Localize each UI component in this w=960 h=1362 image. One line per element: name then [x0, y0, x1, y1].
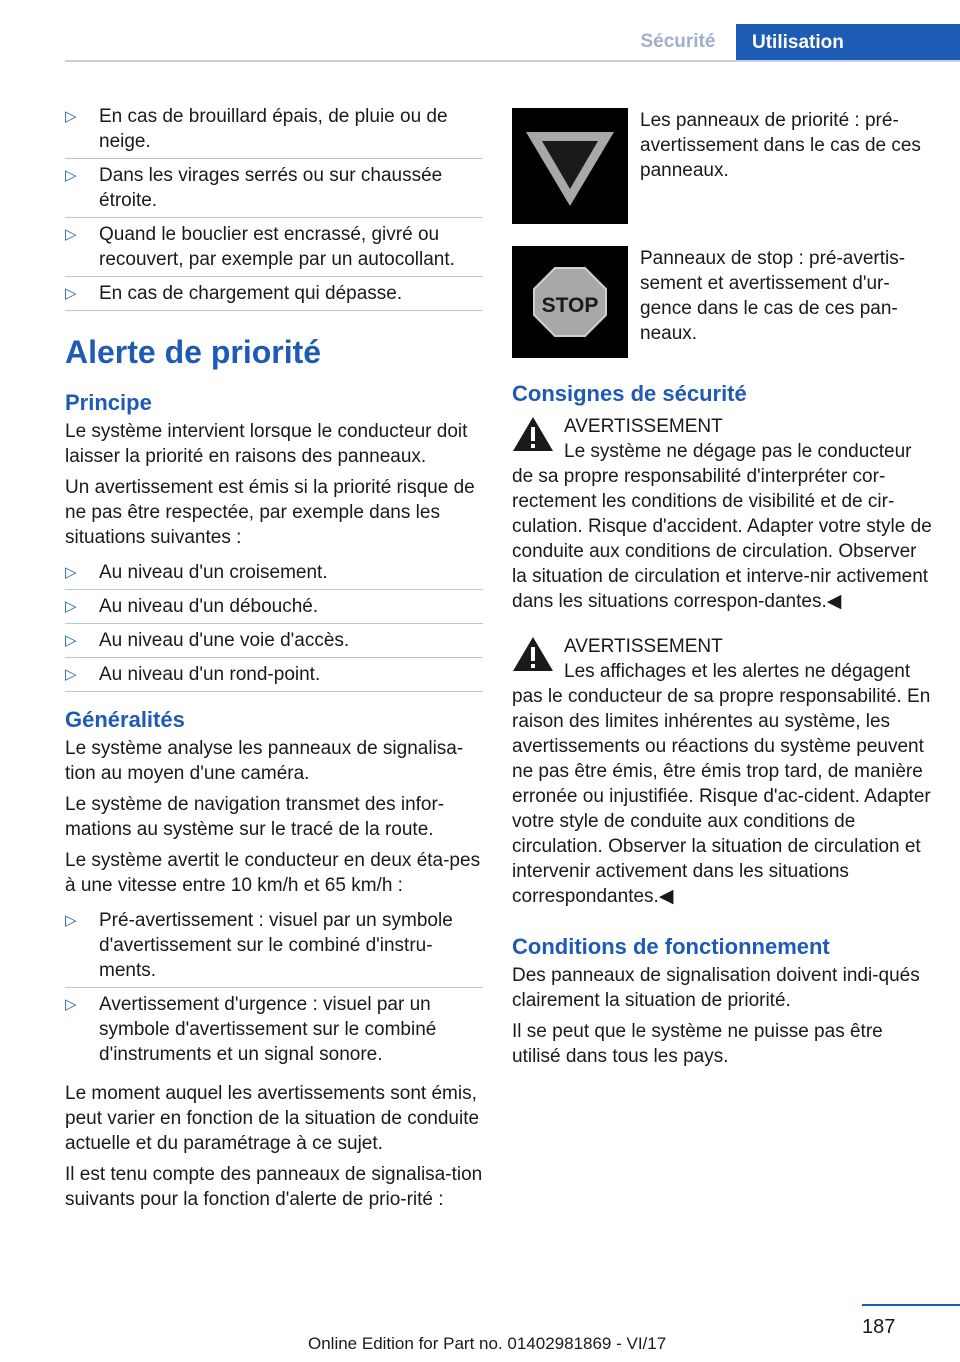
warning-title: AVERTISSEMENT	[564, 416, 723, 437]
header-tab-securite[interactable]: Sécurité	[640, 31, 716, 52]
subsection-title-conditions: Conditions de fonctionnement	[512, 934, 830, 959]
paragraph: Le système de navigation transmet des infor-mations au système sur le tracé de la route.	[65, 794, 445, 840]
list-item: ▷ Dans les virages serrés ou sur chaussée étroite.	[65, 159, 483, 218]
paragraph: Le système intervient lorsque le conducteur doit laisser la priorité en raisons des panneaux.	[65, 421, 468, 467]
warning-triangle-icon	[512, 636, 554, 672]
triangle-bullet-icon: ▷	[65, 632, 77, 649]
warning-block	[512, 634, 932, 909]
triangle-bullet-icon: ▷	[65, 598, 77, 615]
header-divider	[65, 60, 960, 62]
page-number: 187	[862, 1316, 896, 1338]
warning-text: Le système ne dégage pas le conducteur de sa propre responsabilité d'interpréter cor-rectement les conditions de visibilité et de cir-culation. Risque d'accident. Adapter votre style de conduite aux conditions de circulation. Observer la situation de circulation et interve-nir activement dans les situations correspon-dantes.◀	[512, 441, 932, 612]
right-column	[512, 108, 932, 1075]
stop-sign-label: STOP	[541, 294, 599, 317]
list-item: ▷ Au niveau d'un croisement.	[65, 556, 483, 590]
paragraph: Il est tenu compte des panneaux de signalisa-tion suivants pour la fonction d'alerte de prio-rité :	[65, 1164, 483, 1210]
list-item: ▷ Au niveau d'une voie d'accès.	[65, 624, 483, 658]
triangle-bullet-icon: ▷	[65, 108, 77, 125]
warning-title: AVERTISSEMENT	[564, 636, 723, 657]
stop-sign-image	[512, 246, 628, 358]
stop-sign-description: Panneaux de stop : pré-avertis-sement et avertissement d'ur-gence dans le cas de ces pan-neaux.	[640, 248, 906, 344]
sign-row-yield	[512, 108, 932, 224]
list-item: ▷ En cas de chargement qui dépasse.	[65, 277, 483, 311]
list-item: ▷ Au niveau d'un rond-point.	[65, 658, 483, 692]
triangle-bullet-icon: ▷	[65, 226, 77, 243]
yield-sign-icon	[512, 108, 628, 224]
bullet-list-stages	[65, 904, 483, 1071]
sign-row-stop	[512, 246, 932, 358]
paragraph: Des panneaux de signalisation doivent indi-qués clairement la situation de priorité.	[512, 965, 920, 1011]
subsection-title-principe: Principe	[65, 390, 152, 415]
bullet-list-situations	[65, 556, 483, 692]
paragraph: Un avertissement est émis si la priorité risque de ne pas être respectée, par exemple dans les situations suivantes :	[65, 477, 475, 548]
subsection-title-consignes: Consignes de sécurité	[512, 381, 747, 406]
triangle-bullet-icon: ▷	[65, 167, 77, 184]
subsection-title-generalites: Généralités	[65, 707, 185, 732]
list-item: ▷ Quand le bouclier est encrassé, givré ou recouvert, par exemple par un autocollant.	[65, 218, 483, 277]
footer-edition: Online Edition for Part no. 01402981869 - VI/17	[308, 1334, 667, 1353]
paragraph: Le moment auquel les avertissements sont émis, peut varier en fonction de la situation de conduite actuelle et du paramétrage à ce sujet.	[65, 1083, 480, 1154]
paragraph: Le système avertit le conducteur en deux éta-pes à une vitesse entre 10 km/h et 65 km/h :	[65, 850, 481, 896]
warning-text: Les affichages et les alertes ne dégagent pas le conducteur de sa propre responsabilité. En raison des limites inhérentes au système, les avertissements ou réactions du système peuvent ne pas être émis, être émis trop tard, de manière erronée ou injustifiée. Risque d'ac-cident. Adapter votre style de conduite aux conditions de circulation. Observer la situation de circulation et intervenir activement dans les situations correspondantes.◀	[512, 661, 931, 907]
triangle-bullet-icon: ▷	[65, 564, 77, 581]
triangle-bullet-icon: ▷	[65, 996, 77, 1013]
stop-sign-icon	[512, 246, 628, 358]
header-tab-utilisation[interactable]: Utilisation	[736, 24, 960, 62]
bullet-list-conditions	[65, 100, 483, 311]
list-item: ▷ Pré-avertissement : visuel par un symbole d'avertissement sur le combiné d'instru-ments.	[65, 904, 483, 988]
warning-triangle-icon	[512, 416, 554, 452]
paragraph: Le système analyse les panneaux de signalisa-tion au moyen d'une caméra.	[65, 738, 464, 784]
triangle-bullet-icon: ▷	[65, 912, 77, 929]
footer-divider	[862, 1304, 960, 1306]
list-item: ▷ En cas de brouillard épais, de pluie ou de neige.	[65, 100, 483, 159]
left-column	[65, 100, 483, 1218]
paragraph: Il se peut que le système ne puisse pas être utilisé dans tous les pays.	[512, 1021, 883, 1067]
warning-block	[512, 414, 932, 614]
section-title: Alerte de priorité	[65, 334, 322, 370]
list-item: ▷ Au niveau d'un débouché.	[65, 590, 483, 624]
triangle-bullet-icon: ▷	[65, 666, 77, 683]
list-item: ▷ Avertissement d'urgence : visuel par un symbole d'avertissement sur le combiné d'instruments et un signal sonore.	[65, 994, 437, 1065]
triangle-bullet-icon: ▷	[65, 285, 77, 302]
yield-sign-image	[512, 108, 628, 224]
yield-sign-description: Les panneaux de priorité : pré-avertissement dans le cas de ces panneaux.	[640, 110, 921, 181]
